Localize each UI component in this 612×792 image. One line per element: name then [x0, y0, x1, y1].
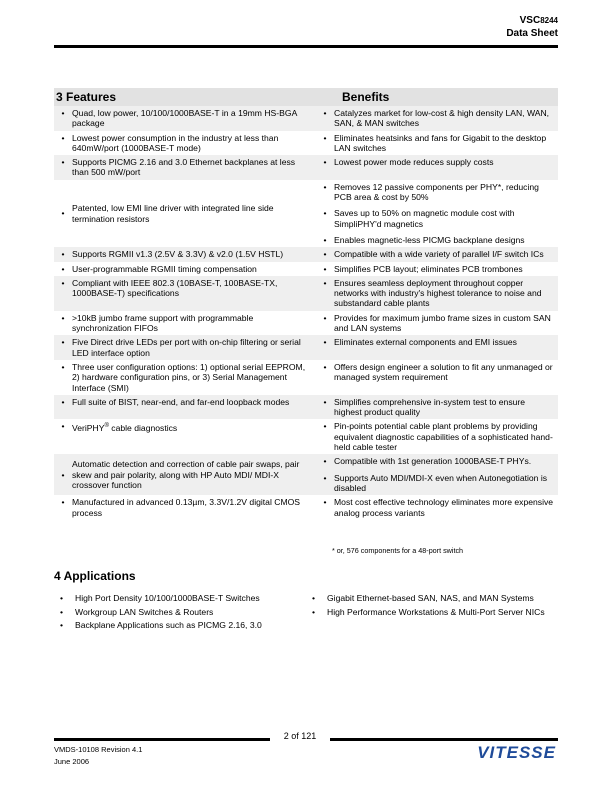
feature-text: Three user configuration options: 1) optional serial EEPROM, 2) hardware configuration pins, or 3) Serial Management Interface (SMI) [72, 361, 306, 393]
feature-bullet: • [54, 395, 72, 420]
benefit-cell [316, 454, 558, 495]
benefits-title: Benefits [316, 88, 558, 106]
applications-right-column [312, 592, 545, 619]
feature-text: Supports PICMG 2.16 and 3.0 Ethernet backplanes at less than 500 mW/port [72, 155, 316, 180]
applications-title: 4 Applications [54, 569, 136, 583]
feature-text: Five Direct drive LEDs per port with on-chip filtering or serial LED interface option [72, 335, 316, 360]
benefit-cell [316, 419, 558, 454]
feature-row [54, 335, 558, 360]
features-title: 3 Features [54, 88, 316, 106]
benefit-cell [316, 395, 558, 420]
feature-row [54, 395, 558, 420]
feature-row [54, 180, 558, 247]
doc-type: Data Sheet [506, 28, 558, 39]
benefit-cell [316, 131, 558, 156]
feature-bullet: • [61, 361, 65, 372]
benefit-item: • Saves up to 50% on magnetic module cost with SimpliPHY'd magnetics [323, 208, 515, 229]
benefit-item: • Lowest power mode reduces supply costs [323, 157, 494, 168]
feature-text: Supports RGMII v1.3 (2.5V & 3.3V) & v2.0 (1.5V HSTL) [72, 247, 316, 261]
feature-text: Automatic detection and correction of cable pair swaps, pair skew and pair polarity, along with HP Auto MDI/ MDI-X crossover function [72, 454, 316, 495]
feature-row [54, 106, 558, 131]
page-number: 2 of 121 [283, 731, 317, 741]
header-rule [54, 45, 558, 48]
doc-date: June 2006 [54, 757, 90, 766]
benefit-item: • Removes 12 passive components per PHY*, reducing PCB area & cost by 50% [323, 181, 539, 203]
feature-text: Patented, low EMI line driver with integrated line side termination resistors [72, 203, 274, 224]
benefit-cell [316, 262, 558, 276]
product-name: VSC8244 [519, 15, 558, 26]
benefit-item: • Catalyzes market for low-cost & high density LAN, WAN, SAN, & MAN switches [323, 108, 550, 129]
benefit-cell [316, 180, 558, 247]
feature-row [54, 495, 558, 520]
feature-bullet: • [61, 421, 65, 432]
footer-rule-right [330, 738, 558, 741]
feature-row [54, 360, 558, 395]
feature-text: Manufactured in advanced 0.13µm, 3.3V/1.2V digital CMOS process [72, 497, 301, 518]
benefit-item: • Eliminates external components and EMI issues [323, 337, 517, 348]
footnote: * or, 576 components for a 48-port switch [332, 546, 464, 555]
benefit-item: • Compatible with 1st generation 1000BASE-T PHYs. [323, 456, 532, 467]
benefit-item: • Most cost effective technology eliminates more expensive analog process variants [323, 497, 554, 518]
benefit-item: • Ensures seamless deployment throughout copper networks with industry's highest tolerance to noise and substandard cable plants [323, 277, 542, 309]
feature-row [54, 155, 558, 180]
benefit-item: • Supports Auto MDI/MDI-X even when Autonegotiation is disabled [323, 472, 548, 493]
feature-row [54, 454, 558, 495]
feature-bullet: • [61, 132, 65, 143]
benefit-item: • Eliminates heatsinks and fans for Gigabit to the desktop LAN switches [323, 132, 547, 153]
benefit-cell [316, 247, 558, 261]
feature-row [54, 419, 558, 454]
features-header-row [54, 88, 558, 106]
benefit-item: • Pin-points potential cable plant problems by providing equivalent diagnostic capabilities of a sophisticated hand-held cable tester [323, 421, 553, 453]
footer-info [54, 744, 142, 768]
feature-bullet: • [61, 263, 65, 274]
benefit-item: • Simplifies PCB layout; eliminates PCB trombones [323, 263, 523, 274]
feature-row [54, 131, 558, 156]
benefit-cell [316, 360, 558, 395]
feature-bullet: • [54, 335, 72, 360]
feature-bullet: • [61, 208, 65, 219]
benefit-cell [316, 276, 558, 311]
application-item: • High Port Density 10/100/1000BASE-T Switches [60, 593, 260, 603]
footer-rule-left [54, 738, 270, 741]
benefit-item: • Provides for maximum jumbo frame sizes in custom SAN and LAN systems [323, 312, 551, 334]
benefit-cell [316, 155, 558, 180]
feature-bullet: • [61, 312, 65, 323]
feature-text: Lowest power consumption in the industry at less than 640mW/port (1000BASE-T mode) [72, 132, 279, 153]
feature-bullet: • [54, 155, 72, 180]
feature-row [54, 311, 558, 336]
vitesse-logo: VITESSE [477, 743, 556, 762]
benefit-item: • Compatible with a wide variety of parallel I/F switch ICs [323, 249, 544, 260]
feature-row [54, 247, 558, 261]
benefit-item: • Offers design engineer a solution to fit any unmanaged or managed system requirement [323, 361, 553, 383]
feature-bullet: • [54, 247, 72, 261]
feature-text: Compliant with IEEE 802.3 (10BASE-T, 100BASE-TX, 1000BASE-T) specifications [72, 276, 316, 311]
feature-text: >10kB jumbo frame support with programmable synchronization FIFOs [72, 312, 254, 334]
feature-bullet: • [54, 106, 72, 131]
feature-bullet: • [61, 497, 65, 508]
feature-row [54, 276, 558, 311]
feature-text: VeriPHY® cable diagnostics [72, 423, 178, 434]
features-table [54, 88, 558, 520]
benefit-item: • Enables magnetic-less PICMG backplane designs [323, 234, 525, 245]
benefit-cell [316, 335, 558, 360]
page-header [506, 14, 558, 40]
application-item: • Gigabit Ethernet-based SAN, NAS, and MAN Systems [312, 593, 534, 603]
feature-text: User-programmable RGMII timing compensation [72, 263, 257, 274]
feature-row [54, 262, 558, 276]
feature-bullet: • [54, 276, 72, 311]
benefit-item: • Simplifies comprehensive in-system test to ensure highest product quality [323, 396, 526, 418]
doc-id: VMDS-10108 Revision 4.1 [54, 745, 143, 754]
benefit-cell [316, 106, 558, 131]
benefit-cell [316, 495, 558, 520]
feature-text: Full suite of BIST, near-end, and far-end loopback modes [72, 395, 316, 420]
feature-text: Quad, low power, 10/100/1000BASE-T in a 19mm HS-BGA package [72, 106, 316, 131]
application-item: • Workgroup LAN Switches & Routers [60, 606, 214, 617]
application-item: • High Performance Workstations & Multi-Port Server NICs [312, 606, 545, 617]
feature-bullet: • [54, 454, 72, 495]
applications-left-column [60, 592, 262, 633]
application-item: • Backplane Applications such as PICMG 2.16, 3.0 [60, 620, 262, 630]
benefit-cell [316, 311, 558, 336]
